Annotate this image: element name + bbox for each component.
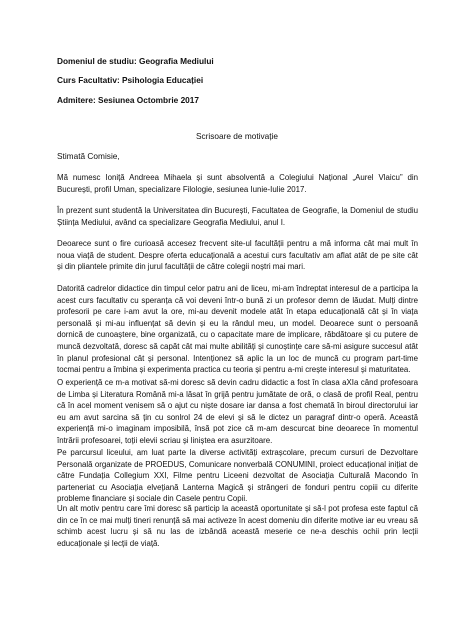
- paragraph-current-studies: În prezent sunt studentă la Universitatea din București, Facultatea de Geografie, la Domeniul de studiu Știința Mediului, având ca specializare Geografia Mediului, anul I.: [57, 206, 418, 227]
- paragraph-curiosity: Deoarece sunt o fire curioasă accesez frecvent site-ul facultății pentru a mă informa cât mai mult în noua viață de student. Despre oferta educațională a acestui curs facultativ am aflat atât de pe site cât și din pliantele primite din jurul facultății de către colegii noștri mai mari.: [57, 239, 418, 272]
- admission-line: Admitere: Sesiunea Octombrie 2017: [57, 95, 200, 105]
- paragraph-motivation-teachers: Datorită cadrelor didactice din timpul celor patru ani de liceu, mi-am îndreptat interesul de a participa la acest curs facultativ cu speranța că voi deveni într-o bună zi un profesor demn de lăudat. Mulți dintre profesorii pe care i-am avut la ore, mi-au devenit modele atât în etapa educațională cât și în viața personală și mi-au influențat să devin și eu la rândul meu, un model. Deoarece sunt o persoană dornică de cunoaștere, bine organizată, cu o capacitate mare de implicare, răbdătoare și cu putere de muncă dezvoltată, doresc să capăt cât mai multe abilități și cunoștințe care să-mi asigure succesul atât în planul profesional cât și personal. Intenționez să aplic la un loc de muncă cu program part-time tocmai pentru a îmbina și experimenta practica cu teoria și pentru a-mi crește interesul și maturitatea.: [57, 284, 418, 375]
- letter-title: Scrisoare de motivație: [195, 131, 279, 141]
- paragraph-teaching-experience: O experiență ce m-a motivat să-mi doresc să devin cadru didactic a fost în clasa aXIa când profesoara de Limba și Literatura Română mi-a lăsat în grijă pentru jumătate de oră, o clasă de profil Real, pentru că în acel moment venisem să o ajut cu niște dosare iar dansa a fost chemată în biroul directorului iar eu am avut sarcina să țin cu sonlrol 24 de elevi și să le dictez un paragraf dintr-o operă. Această experiență mi-o imaginam imposibilă, însă pot zice că m-am descurcat bine deoarece în momentul întrării profesoarei, toții elevii scriau și liniștea era asurzitoare.: [57, 378, 418, 445]
- paragraph-another-reason: Un alt motiv pentru care îmi doresc să particip la această oportunitate și să-l pot profesa este faptul că din ce în ce mai mulți tineri renunță să mai activeze în acest domeniu din diferite motive iar eu vreau să schimb acest lucru și să nu las de izbândă această meserie ce ne-a deschis ochii prin lecții educaționale și lecții de viață.: [57, 504, 418, 548]
- field-of-study-line: Domeniul de studiu: Geografia Mediului: [57, 56, 214, 66]
- faculty-course-line: Curs Facultativ: Psihologia Educației: [57, 75, 204, 85]
- paragraph-extracurricular: Pe parcursul liceului, am luat parte la diverse activități extrașcolare, precum cursuri de Dezvoltare Personală organizate de PROEDUS, Comunicare nonverbală CONUMINI, proiect educațional inițiat de către Fundația Collegium XXI, Filme pentru Liceeni dezvoltat de Asociația Culturală Macondo în parteneriat cu Asociația elvețiană Lanterna Magică și strângeri de fonduri pentru copiii cu diferite probleme financiare și sociale din Casele pentru Copii.: [57, 448, 418, 504]
- paragraph-introduction: Mă numesc Ioniță Andreea Mihaela și sunt absolventă a Colegiului Național „Aurel Vlaicu” din București, profil Uman, specializare Filologie, sesiunea Iunie-Iulie 2017.: [57, 173, 418, 194]
- letter-salutation: Stimată Comisie,: [57, 151, 120, 161]
